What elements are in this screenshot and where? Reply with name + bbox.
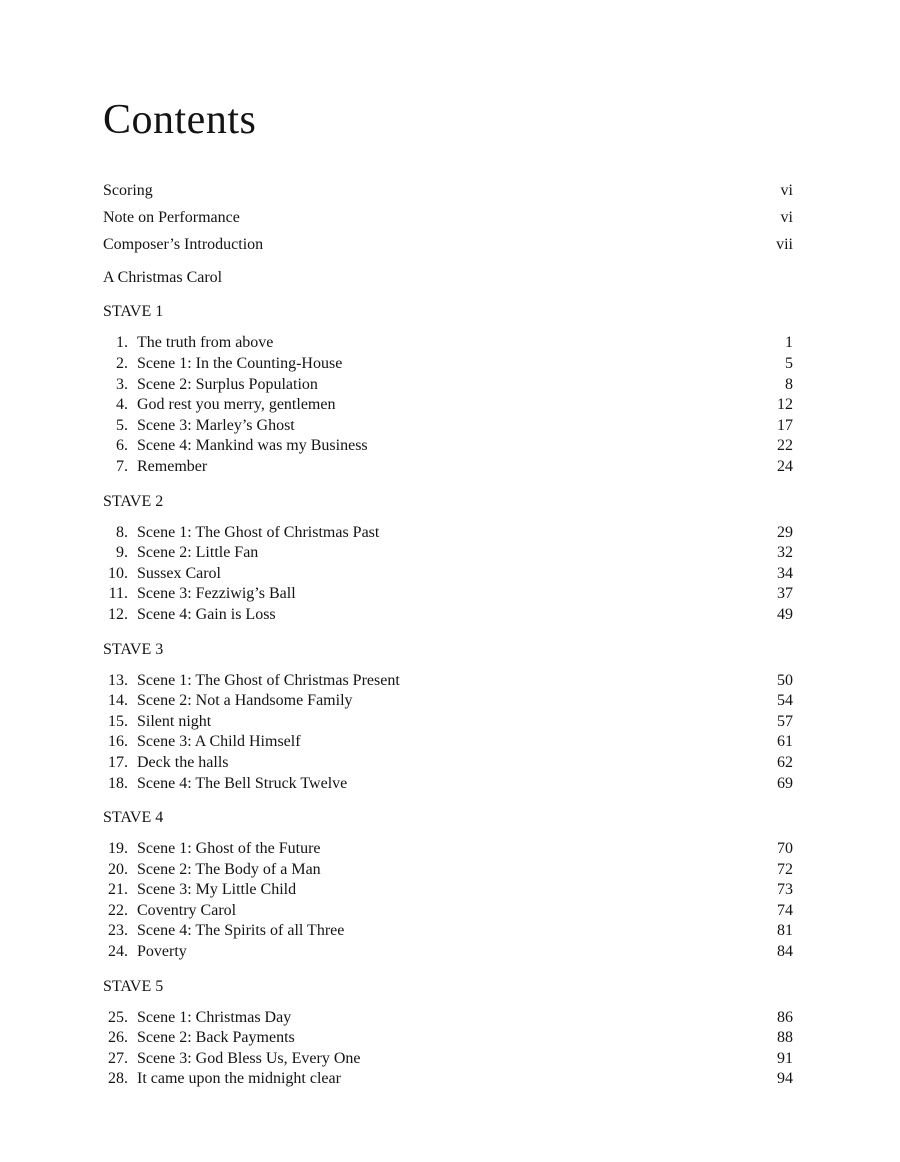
toc-entry (103, 942, 793, 963)
stave-item-list (103, 671, 793, 795)
entry-page-number: 73 (777, 881, 793, 899)
front-matter-label: Composer’s Introduction (103, 235, 264, 253)
stave-section (103, 639, 793, 795)
front-matter-row (103, 232, 793, 259)
entry-number: 12. (108, 605, 128, 623)
toc-entry (103, 354, 793, 375)
toc-entry (103, 457, 793, 478)
entry-page-number: 50 (777, 671, 793, 689)
entry-page-number: 5 (785, 355, 793, 372)
entry-page-number: 17 (777, 416, 793, 434)
toc-entry (103, 1049, 793, 1070)
entry-title: Scene 2: Back Payments (137, 1029, 295, 1047)
stave-item-list (103, 839, 793, 963)
entry-title: Poverty (137, 943, 187, 961)
front-matter-row (103, 178, 793, 205)
entry-page-number: 69 (777, 774, 793, 792)
entry-number: 21. (108, 881, 128, 899)
toc-entry (103, 523, 793, 544)
stave-heading: STAVE 1 (103, 303, 164, 321)
entry-number: 8. (116, 523, 128, 541)
entry-number: 10. (108, 564, 128, 582)
toc-entry (103, 416, 793, 437)
entry-number: 4. (116, 396, 128, 414)
entry-number: 23. (108, 922, 128, 940)
entry-page-number: 29 (777, 523, 793, 541)
stave-item-list (103, 333, 793, 477)
entry-title: Scene 1: Christmas Day (137, 1008, 292, 1026)
entry-number: 11. (108, 585, 128, 603)
stave-item-list (103, 1008, 793, 1090)
stave-sections (103, 301, 793, 1090)
entry-page-number: 81 (777, 922, 793, 940)
entry-number: 9. (116, 544, 128, 562)
toc-entry (103, 671, 793, 692)
entry-title: Silent night (137, 712, 212, 730)
entry-title: God rest you merry, gentlemen (137, 396, 336, 414)
entry-title: Scene 3: Fezziwig’s Ball (137, 585, 296, 603)
toc-entry (103, 584, 793, 605)
entry-page-number: 61 (777, 733, 793, 751)
stave-section (103, 976, 793, 1090)
entry-page-number: 12 (777, 396, 793, 414)
entry-number: 6. (116, 437, 128, 455)
toc-entry (103, 564, 793, 585)
entry-title: Scene 1: Ghost of the Future (137, 840, 321, 858)
toc-entry (103, 732, 793, 753)
entry-page-number: 62 (777, 753, 793, 771)
entry-title: Scene 4: The Bell Struck Twelve (137, 774, 348, 792)
entry-page-number: 57 (777, 712, 793, 730)
entry-title: Scene 4: Gain is Loss (137, 605, 276, 623)
entry-number: 14. (108, 692, 128, 710)
toc-entry (103, 880, 793, 901)
toc-entry (103, 691, 793, 712)
stave-heading: STAVE 4 (103, 809, 164, 827)
stave-item-list (103, 523, 793, 626)
toc-entry (103, 839, 793, 860)
entry-page-number: 1 (785, 334, 793, 352)
toc-entry (103, 1069, 793, 1090)
entry-title: Coventry Carol (137, 901, 237, 919)
entry-title: Scene 3: A Child Himself (137, 733, 301, 751)
toc-entry (103, 712, 793, 733)
toc-entry (103, 753, 793, 774)
toc-entry (103, 543, 793, 564)
toc-entry (103, 1028, 793, 1049)
entry-number: 22. (108, 901, 128, 919)
front-matter-page-number: vi (780, 182, 793, 200)
front-matter-page-number: vii (776, 235, 793, 253)
entry-page-number: 8 (785, 375, 793, 393)
entry-title: Scene 1: The Ghost of Christmas Present (137, 671, 400, 689)
entry-page-number: 94 (777, 1070, 793, 1088)
entry-page-number: 49 (777, 605, 793, 623)
entry-number: 25. (108, 1008, 128, 1026)
entry-title: It came upon the midnight clear (137, 1070, 341, 1088)
entry-title: Scene 2: The Body of a Man (137, 860, 321, 878)
entry-number: 2. (116, 355, 128, 372)
entry-title: Scene 4: The Spirits of all Three (137, 922, 345, 940)
stave-section (103, 807, 793, 963)
entry-number: 15. (108, 712, 128, 730)
entry-page-number: 84 (777, 943, 793, 961)
entry-page-number: 91 (777, 1049, 793, 1067)
entry-number: 5. (116, 416, 128, 434)
entry-number: 13. (108, 671, 128, 689)
stave-heading: STAVE 3 (103, 640, 164, 658)
entry-page-number: 72 (777, 860, 793, 878)
entry-page-number: 32 (777, 544, 793, 562)
front-matter-label: Note on Performance (103, 209, 240, 226)
entry-number: 7. (116, 457, 128, 475)
stave-section (103, 491, 793, 626)
entry-page-number: 70 (777, 840, 793, 858)
entry-page-number: 88 (777, 1029, 793, 1047)
toc-entry (103, 333, 793, 354)
toc-entry (103, 375, 793, 396)
entry-number: 26. (108, 1029, 128, 1047)
entry-page-number: 22 (777, 437, 793, 455)
toc-entry (103, 921, 793, 942)
entry-title: Scene 3: Marley’s Ghost (137, 416, 295, 434)
toc-entry (103, 774, 793, 795)
entry-title: Scene 3: My Little Child (137, 881, 297, 899)
entry-title: Scene 1: In the Counting-House (137, 355, 343, 372)
entry-number: 3. (116, 375, 128, 393)
entry-page-number: 24 (777, 457, 793, 475)
entry-number: 19. (108, 840, 128, 858)
entry-title: Scene 2: Surplus Population (137, 375, 318, 393)
entry-number: 16. (108, 733, 128, 751)
toc-entry (103, 395, 793, 416)
toc-entry (103, 860, 793, 881)
entry-title: Deck the halls (137, 753, 229, 771)
work-title: A Christmas Carol (103, 269, 223, 287)
entry-title: Sussex Carol (137, 564, 221, 582)
entry-page-number: 86 (777, 1008, 793, 1026)
toc-entry (103, 901, 793, 922)
stave-section (103, 301, 793, 477)
entry-title: Scene 2: Not a Handsome Family (137, 692, 353, 710)
entry-number: 27. (108, 1049, 128, 1067)
front-matter-list (103, 178, 793, 258)
entry-title: Scene 2: Little Fan (137, 544, 259, 562)
front-matter-label: Scoring (103, 182, 153, 200)
entry-number: 24. (108, 943, 128, 961)
entry-title: Scene 4: Mankind was my Business (137, 437, 368, 455)
entry-page-number: 74 (777, 901, 793, 919)
toc-entry (103, 1008, 793, 1029)
entry-number: 18. (108, 774, 128, 792)
entry-page-number: 54 (777, 692, 793, 710)
toc-entry (103, 605, 793, 626)
entry-title: Remember (137, 457, 208, 475)
stave-heading: STAVE 5 (103, 977, 164, 995)
front-matter-row (103, 205, 793, 232)
stave-heading: STAVE 2 (103, 492, 164, 510)
entry-title: The truth from above (137, 334, 274, 352)
page-title: Contents (103, 97, 257, 143)
entry-page-number: 37 (777, 585, 793, 603)
entry-number: 20. (108, 860, 128, 878)
entry-title: Scene 1: The Ghost of Christmas Past (137, 523, 380, 541)
entry-number: 17. (108, 753, 128, 771)
front-matter-page-number: vi (780, 209, 793, 226)
entry-page-number: 34 (777, 564, 793, 582)
entry-title: Scene 3: God Bless Us, Every One (137, 1049, 361, 1067)
toc-entry (103, 436, 793, 457)
entry-number: 1. (116, 334, 128, 352)
entry-number: 28. (108, 1070, 128, 1088)
